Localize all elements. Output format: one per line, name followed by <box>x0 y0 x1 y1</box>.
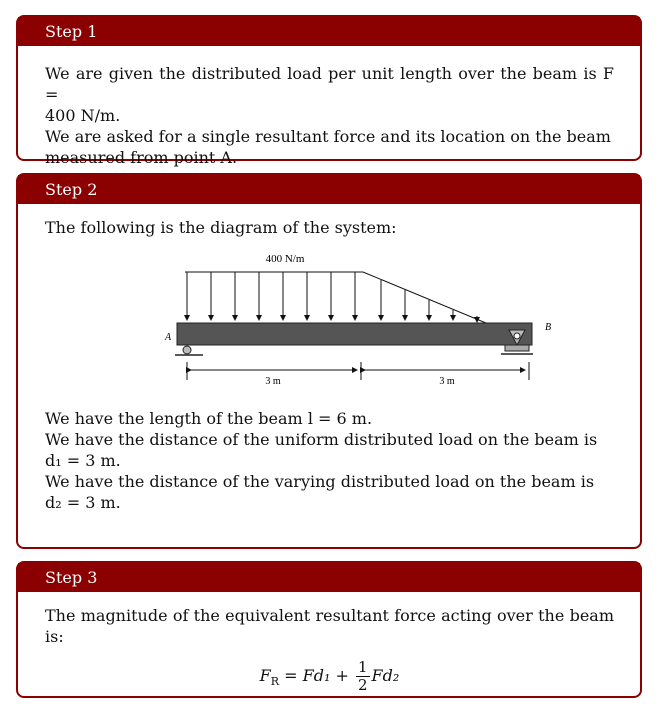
step-3-card <box>16 561 642 698</box>
dim-left-label: 3 m <box>265 376 281 387</box>
dim-right-label: 3 m <box>439 376 455 387</box>
step-2-line-2: We have the distance of the uniform distributed load on the beam is <box>45 430 598 449</box>
step-1-line-4: measured from point A. <box>45 148 238 167</box>
formula-lhs: F <box>259 666 271 685</box>
step-2-line-5: d₂ = 3 m. <box>45 493 121 512</box>
point-a-label: A <box>165 332 172 343</box>
load-label: 400 N/m <box>265 253 305 265</box>
step-2-card <box>16 173 642 549</box>
support-a <box>175 346 203 355</box>
formula-fraction <box>356 659 370 694</box>
step-2-line-3: d₁ = 3 m. <box>45 451 121 470</box>
step-1-line-2: 400 N/m. <box>45 106 121 125</box>
step-1-card <box>16 15 642 167</box>
step-2-line-4: We have the distance of the varying distributed load on the beam is <box>45 472 595 491</box>
step-3-title: Step 3 <box>18 563 640 592</box>
step-1-line-1: We are given the distributed load per unit length over the beam is F = <box>45 64 614 104</box>
fraction-numerator: 1 <box>358 658 368 676</box>
beam-diagram <box>125 250 552 400</box>
step-1-line-3: We are asked for a single resultant force and its location on the beam <box>45 127 611 146</box>
fraction-denominator: 2 <box>358 676 368 694</box>
formula-mid: = Fd₁ + <box>279 666 354 685</box>
resultant-force-formula <box>45 659 614 694</box>
step-1-title: Step 1 <box>18 17 640 46</box>
step-2-line-1: We have the length of the beam l = 6 m. <box>45 409 373 428</box>
step-2-intro: The following is the diagram of the system: <box>45 218 397 237</box>
load-arrows <box>187 272 501 328</box>
beam <box>177 323 532 345</box>
formula-rhs: Fd₂ <box>371 666 400 685</box>
formula-lhs-sub: R <box>270 675 280 689</box>
point-b-label: B <box>545 322 552 333</box>
dimension-lines <box>187 362 529 380</box>
step-2-title: Step 2 <box>18 175 640 204</box>
step-3-intro: The magnitude of the equivalent resultant force acting over the beam is: <box>45 606 614 646</box>
